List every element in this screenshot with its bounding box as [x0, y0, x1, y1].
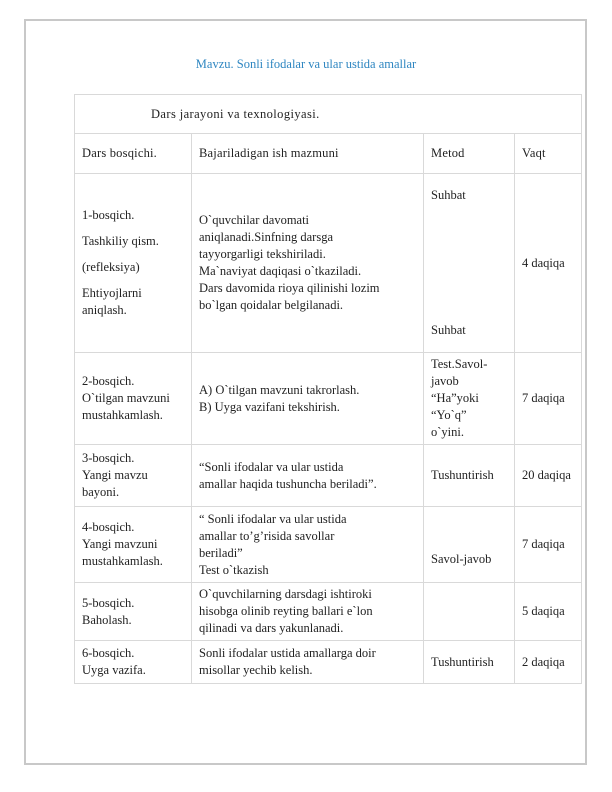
method-line: “Yo`q”: [431, 408, 467, 422]
stage-line: (refleksiya): [82, 260, 140, 274]
content-line: Test o`tkazish: [199, 562, 269, 577]
stage-cell: [75, 353, 192, 445]
stage-line: 2-bosqich.: [82, 374, 135, 388]
method-line: o`yini.: [431, 425, 464, 439]
lesson-plan-table: [74, 94, 582, 684]
content-cell: [192, 353, 424, 445]
method-cell: [424, 174, 515, 353]
stage-line: Uyga vazifa.: [82, 663, 146, 677]
stage-line: 1-bosqich.: [82, 208, 135, 222]
time-cell: 20 daqiqa: [515, 445, 582, 507]
method-line: Tushuntirish: [431, 654, 494, 669]
stage-line: Yangi mavzuni: [82, 537, 158, 551]
column-header-row: [75, 134, 582, 174]
table-row: [75, 445, 582, 507]
table-row: [75, 353, 582, 445]
content-line: Sonli ifodalar ustida amallarga doir: [199, 646, 376, 660]
content-line: hisobga olinib reyting ballari e`lon: [199, 604, 373, 618]
table-row: [75, 507, 582, 583]
content-line: tayyorgarligi tekshiriladi.: [199, 247, 326, 261]
column-header-content: Bajariladigan ish mazmuni: [192, 134, 424, 174]
content-cell: [192, 507, 424, 583]
content-line: O`quvchilar davomati: [199, 213, 310, 227]
content-cell: [192, 174, 424, 353]
time-cell: 7 daqiqa: [515, 353, 582, 445]
table-row: [75, 174, 582, 353]
content-line: amallar to’g’risida savollar: [199, 528, 335, 543]
method-cell: [424, 353, 515, 445]
content-line: bo`lgan qoidalar belgilanadi.: [199, 298, 344, 312]
column-header-stage: Dars bosqichi.: [75, 134, 192, 174]
method-line: Test.Savol-: [431, 357, 488, 371]
stage-cell: [75, 583, 192, 641]
stage-line: aniqlash.: [82, 303, 127, 317]
content-line: B) Uyga vazifani tekshirish.: [199, 399, 340, 414]
time-cell: 4 daqiqa: [515, 174, 582, 353]
stage-cell: [75, 445, 192, 507]
content-cell: [192, 641, 424, 684]
stage-line: mustahkamlash.: [82, 408, 163, 422]
stage-line: 5-bosqich.: [82, 595, 135, 610]
stage-cell: [75, 641, 192, 684]
content-line: beriladi”: [199, 545, 243, 560]
stage-line: Tashkiliy qism.: [82, 234, 159, 248]
stage-cell: [75, 507, 192, 583]
document-title: Mavzu. Sonli ifodalar va ular ustida amallar: [195, 57, 417, 71]
stage-line: Ehtiyojlarni: [82, 286, 142, 300]
stage-line: bayoni.: [82, 485, 120, 499]
content-line: Ma`naviyat daqiqasi o`tkaziladi.: [199, 264, 362, 278]
time-cell: 5 daqiqa: [515, 583, 582, 641]
table-row: [75, 641, 582, 684]
content-line: “Sonli ifodalar va ular ustida: [199, 459, 344, 474]
content-line: aniqlanadi.Sinfning darsga: [199, 230, 333, 244]
method-cell: [424, 583, 515, 641]
content-line: “ Sonli ifodalar va ular ustida: [199, 511, 347, 526]
method-line: Tushuntirish: [431, 468, 494, 482]
content-line: A) O`tilgan mavzuni takrorlash.: [199, 382, 360, 397]
content-cell: [192, 583, 424, 641]
stage-line: O`tilgan mavzuni: [82, 391, 170, 405]
method-line: Savol-javob: [431, 552, 492, 566]
time-cell: 2 daqiqa: [515, 641, 582, 684]
content-line: Dars davomida rioya qilinishi lozim: [199, 281, 380, 295]
stage-line: 6-bosqich.: [82, 646, 135, 660]
time-cell: 7 daqiqa: [515, 507, 582, 583]
stage-line: 3-bosqich.: [82, 451, 135, 465]
method-cell: [424, 445, 515, 507]
column-header-method: Metod: [424, 134, 515, 174]
table-title-row: [75, 95, 582, 134]
content-cell: [192, 445, 424, 507]
method-cell: [424, 507, 515, 583]
stage-line: 4-bosqich.: [82, 520, 135, 534]
content-line: misollar yechib kelish.: [199, 663, 313, 677]
table-row: [75, 583, 582, 641]
stage-line: mustahkamlash.: [82, 554, 163, 568]
content-line: O`quvchilarning darsdagi ishtiroki: [199, 587, 372, 601]
method-cell: [424, 641, 515, 684]
stage-line: Baholash.: [82, 612, 132, 627]
stage-cell: [75, 174, 192, 353]
column-header-time: Vaqt: [515, 134, 582, 174]
method-line: javob: [431, 374, 459, 388]
method-line: Suhbat: [431, 323, 466, 337]
method-line: “Ha”yoki: [431, 391, 479, 405]
method-line: Suhbat: [431, 188, 466, 202]
content-line: qilinadi va dars yakunlanadi.: [199, 621, 344, 635]
stage-line: Yangi mavzu: [82, 468, 148, 482]
table-title: Dars jarayoni va texnologiyasi.: [75, 95, 582, 134]
content-line: amallar haqida tushuncha beriladi”.: [199, 476, 377, 491]
